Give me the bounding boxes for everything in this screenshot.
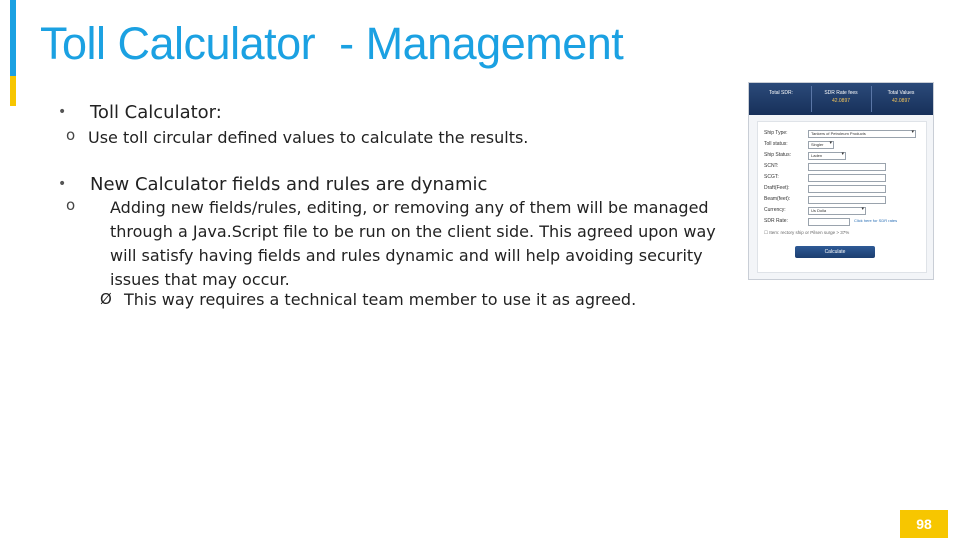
- calculator-screenshot: [748, 82, 934, 280]
- toll-status-select[interactable]: [808, 141, 834, 149]
- field-label: Currency:: [764, 207, 786, 213]
- header-label: Total Values: [887, 90, 915, 96]
- sub-bullet-marker: o: [66, 196, 76, 214]
- scnt-input[interactable]: [808, 163, 886, 171]
- header-label: Total SDR:: [769, 90, 793, 96]
- field-label: Beam(feet):: [764, 196, 791, 202]
- sdr-rates-link[interactable]: Click here for SDR rates: [854, 218, 898, 223]
- page-number: 98: [900, 510, 948, 538]
- sub-bullet-text: Adding new fields/rules, editing, or removing any of them will be managed through a Java.Script file to be run on the client side. This agreed upon way will satisfy having fields and rules dynamic and will help avoiding security issues that may occur.: [110, 198, 716, 289]
- field-value: Laden: [811, 153, 823, 158]
- accent-bar-yellow: [10, 76, 16, 106]
- field-value: Singler: [811, 142, 824, 147]
- currency-select[interactable]: [808, 207, 866, 215]
- sub-bullet-text: Use toll circular defined values to calculate the results.: [88, 128, 529, 147]
- bullet-text: Toll Calculator:: [90, 102, 222, 123]
- field-label: Toll status:: [764, 141, 788, 147]
- field-value: Us Dolla: [811, 208, 827, 213]
- header-divider: [811, 86, 812, 112]
- bullet-marker: •: [58, 176, 67, 192]
- header-value: 42.0897: [831, 98, 851, 104]
- header-cell-total-values: [873, 83, 929, 115]
- checkbox-label: Item: rectory ship or Pilsen surge > 37%: [769, 230, 850, 235]
- surge-checkbox[interactable]: ☐ Item: rectory ship or Pilsen surge > 37%: [764, 230, 850, 235]
- header-cell-total-sdr: [753, 83, 809, 115]
- field-label: Draft(Feet):: [764, 185, 790, 191]
- ship-type-select[interactable]: [808, 130, 916, 138]
- calculator-header: [749, 83, 933, 115]
- header-label: SDR Rate fees: [824, 90, 858, 96]
- sub-bullet-marker: o: [66, 126, 76, 144]
- field-label: SCNT:: [764, 163, 779, 169]
- bullet-marker: •: [58, 104, 67, 120]
- ship-status-select[interactable]: [808, 152, 846, 160]
- field-label: Ship Status:: [764, 152, 791, 158]
- field-label: SCGT:: [764, 174, 779, 180]
- calculate-button[interactable]: Calculate: [795, 246, 875, 258]
- scgt-input[interactable]: [808, 174, 886, 182]
- field-value: Tankers of Petroleum Products: [811, 131, 866, 136]
- beam-input[interactable]: [808, 196, 886, 204]
- arrow-bullet-text: This way requires a technical team member to use it as agreed.: [124, 290, 637, 309]
- slide-title: Toll Calculator - Management: [40, 18, 624, 69]
- sdr-rate-input[interactable]: [808, 218, 850, 226]
- arrow-bullet-marker: Ø: [100, 290, 112, 308]
- header-value: 42.0897: [891, 98, 911, 104]
- accent-bar-blue: [10, 0, 16, 76]
- calculator-form: [757, 121, 927, 273]
- bullet-text: New Calculator fields and rules are dynamic: [90, 174, 488, 195]
- field-label: SDR Rate:: [764, 218, 788, 224]
- draft-input[interactable]: [808, 185, 886, 193]
- field-label: Ship Type:: [764, 130, 788, 136]
- header-divider: [871, 86, 872, 112]
- header-cell-sdr-rate: [813, 83, 869, 115]
